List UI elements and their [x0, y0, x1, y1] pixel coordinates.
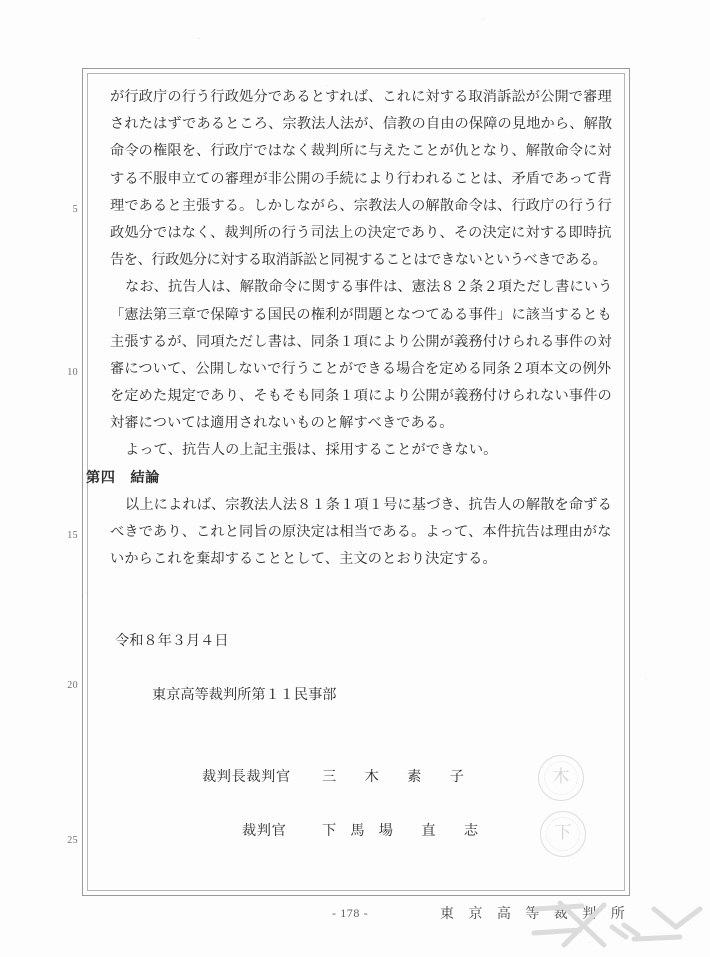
document-body-text: [86, 84, 622, 845]
footer-court-name: 東 京 高 等 裁 判 所: [440, 906, 630, 922]
spacer: [110, 791, 622, 818]
body-line: されたはずであるところ、宗教法人法が、信教の自由の保障の見地から、解散: [110, 116, 613, 133]
body-line: 告を、行政処分に対する取消訴訟と同視することはできないというべきである。: [110, 252, 607, 269]
spacer: [110, 573, 622, 600]
body-line: なお、抗告人は、解散命令に関する事件は、憲法８２条２項ただし書にいう: [125, 279, 613, 296]
line-number-15: 15: [67, 530, 78, 541]
body-line: 命令の権限を、行政庁ではなく裁判所に与えたことが仇となり、解散命令に対: [110, 143, 612, 160]
spacer: [110, 601, 622, 628]
line-number-25: 25: [67, 835, 78, 846]
line-number-gutter: [48, 68, 78, 896]
spacer: [110, 737, 622, 764]
body-line: 政処分ではなく、裁判所の行う司法上の決定であり、その決定に対する即時抗: [110, 224, 612, 241]
hanko-seal-glyph: 下: [554, 823, 572, 844]
spacer: [110, 709, 622, 736]
body-line: 対審については適用されないものと解すべきである。: [110, 415, 454, 432]
body-line: する不服申立ての審理が非公開の手続により行われることは、矛盾であって背: [110, 170, 612, 187]
section-heading-conclusion: 第四 結論: [86, 469, 160, 486]
body-line: 審について、公開しないで行うことができる場合を定める同条２項本文の例外: [110, 360, 612, 377]
judge-title: 裁判長裁判官: [202, 768, 291, 785]
hanko-seal-glyph: 木: [552, 767, 570, 788]
conclusion-line: べきであり、これと同旨の原決定は相当である。よって、本件抗告は理由がな: [110, 524, 612, 540]
judge-name: 下 馬 場 直 志: [322, 823, 479, 840]
body-line: よって、抗告人の上記主張は、採用することができない。: [125, 442, 498, 459]
decision-date: 令和８年３月４日: [115, 632, 229, 649]
body-line: 主張するが、同項ただし書は、同条１項により公開が義務付けられる事件の対: [110, 333, 612, 350]
page-number: - 178 -: [332, 906, 369, 920]
body-line: を定めた規定であり、そもそも同条１項により公開が義務付けられない事件の: [110, 388, 612, 405]
line-number-10: 10: [67, 367, 78, 378]
body-line: 理であると主張する。しかしながら、宗教法人の解散命令は、行政庁の行う行: [110, 197, 612, 214]
conclusion-line: 以上によれば、宗教法人法８１条１項１号に基づき、抗告人の解散を命ずる: [125, 496, 612, 513]
page-footer: [0, 900, 710, 940]
conclusion-line: いからこれを棄却することとして、主文のとおり決定する。: [110, 551, 497, 568]
body-line: が行政庁の行う行政処分であるとすれば、これに対する取消訴訟が公開で審理: [110, 89, 612, 105]
line-number-20: 20: [67, 680, 78, 691]
line-number-5: 5: [72, 204, 78, 215]
judge-row: [110, 764, 622, 791]
spacer: [110, 655, 622, 682]
court-name: 東京高等裁判所第１１民事部: [152, 687, 337, 704]
body-line: 「憲法第三章で保障する国民の権利が問題となつてゐる事件」に該当するとも: [110, 306, 612, 323]
judge-title: 裁判官: [242, 823, 287, 840]
judge-name: 三 木 素 子: [322, 768, 464, 785]
judge-row: [110, 818, 622, 845]
